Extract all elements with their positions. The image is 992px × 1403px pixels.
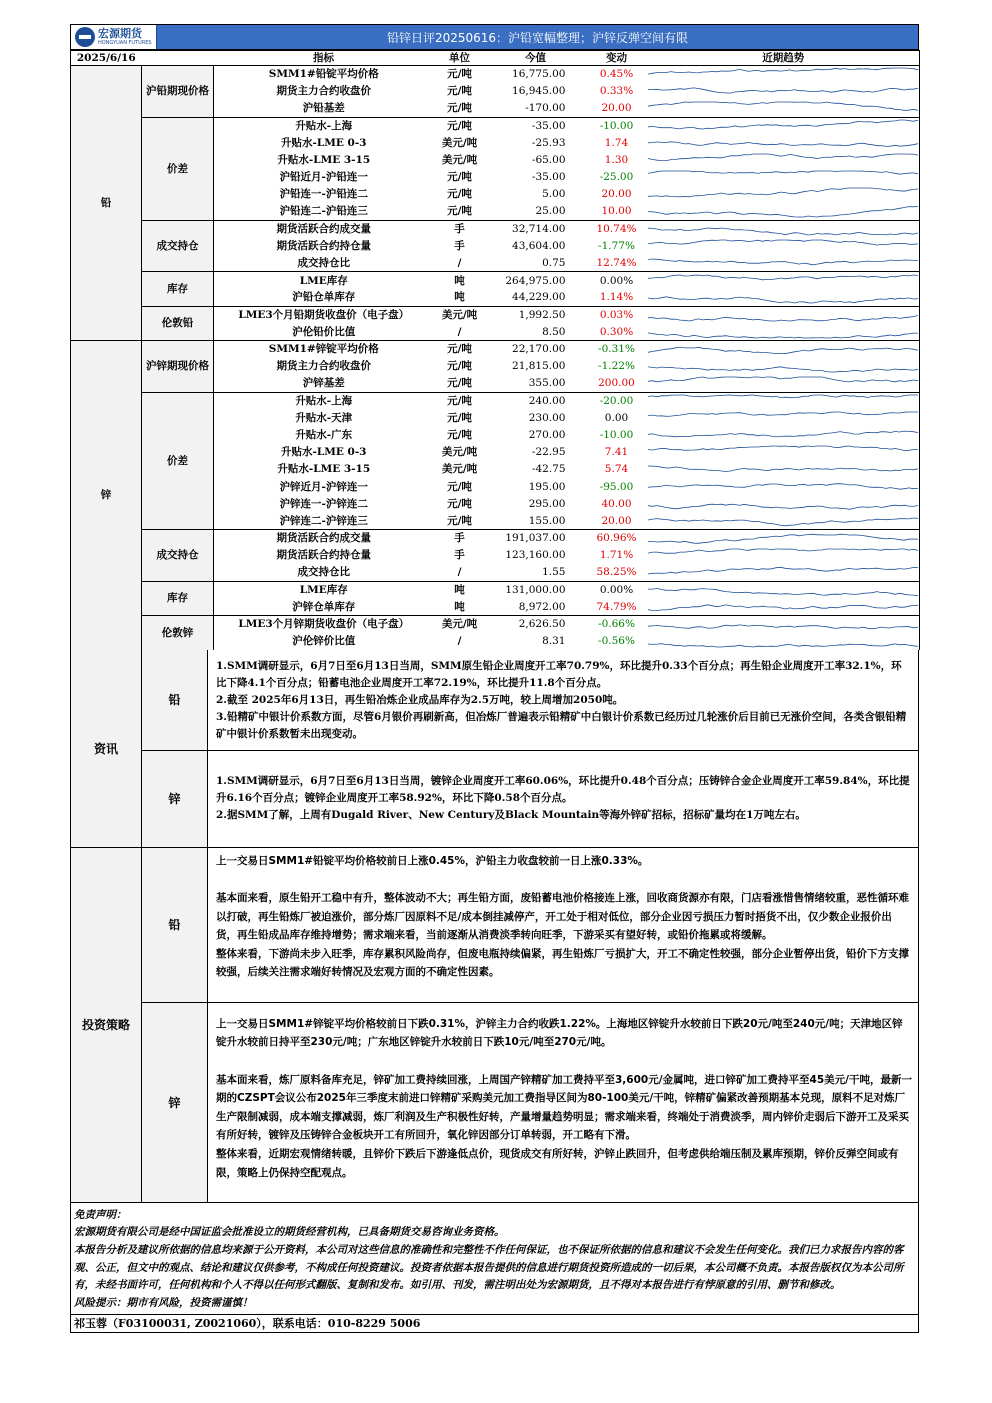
change-cell: -1.77% [598,239,635,252]
unit-cell: / [457,325,462,338]
trend-sparkline [648,307,918,323]
value-cell: 355.00 [528,377,566,390]
value-cell: 123,160.00 [505,549,566,562]
sparkline-line [648,240,918,245]
col-unit: 单位 [434,51,486,66]
change-cell: -10.00 [586,117,648,134]
trend-cell [648,598,920,615]
news-lead-label: 铅 [142,650,208,750]
change-cell: 200.00 [598,377,635,390]
change-cell: 60.96% [586,530,648,547]
news-section [70,650,919,848]
indicator-name: 沪铅连二-沪铅连三 [279,205,368,218]
change-cell: 20.00 [601,102,632,115]
indicator-name: 期货活跃合约持仓量 [276,549,371,562]
indicator-name: 升贴水-上海 [214,117,434,134]
analyst-contact: 祁玉蓉（F03100031, Z0021060），联系电话：010-8229 5006 [70,1315,919,1333]
trend-cell [648,66,920,83]
strategy-section [70,848,919,1203]
value-cell: 155.00 [528,514,566,527]
change-cell: 0.03% [586,306,648,323]
trend-sparkline [648,324,918,340]
unit-cell: 元/吨 [447,411,472,424]
unit-cell: 元/吨 [447,429,472,442]
indicator-name: SMM1#铅锭平均价格 [214,66,434,83]
trend-cell [648,375,920,392]
trend-cell [648,426,920,443]
trend-cell [648,461,920,478]
indicator-name: 沪锌近月-沪锌连一 [279,480,368,493]
trend-sparkline [648,118,918,134]
value-cell: 240.00 [486,392,586,409]
value-cell: 230.00 [528,411,566,424]
report-date: 2025/6/16 [71,51,142,66]
value-cell: 21,815.00 [512,360,566,373]
indicator-name: 沪锌连二-沪锌连三 [279,514,368,527]
trend-sparkline [648,461,918,477]
value-cell: -35.00 [531,171,566,184]
sparkline-line [648,588,918,595]
sparkline-line [648,315,918,321]
change-cell: 0.00% [586,581,648,598]
trend-cell [648,530,920,547]
sparkline-line [648,68,918,74]
unit-cell: 元/吨 [447,188,472,201]
news-lead-text: 1.SMM调研显示，6月7日至6月13日当周，SMM原生铅企业周度开工率70.79%，环比提升0.33个百分点；再生铅企业周度开工率32.1%，环比下降4.1个百分点；铅蓄电池企业周度开工率72.19%，环比提升11.8个百分点。 2.截至 2025年6月13日，再生铅冶炼企业成品库存为2.5万吨，较上周增加2050吨。 3.铅精矿中银计价系数方面，尽管6月银价再刷新高，但冶炼厂普遍表示铅精矿中白银计价系数已经历过几轮涨价后目前已无涨价空间，各类含银铅精矿中银计价系数暂未出现变动。 [216,659,907,740]
unit-cell: 美元/吨 [434,306,486,323]
change-cell: 58.25% [596,566,637,579]
indicator-name: 成交持仓比 [297,566,350,579]
indicator-name: 沪锌仓单库存 [292,600,356,613]
indicator-name: LME库存 [214,272,434,289]
sparkline-line [648,275,918,280]
sparkline-line [648,188,918,197]
table-row [71,66,920,83]
trend-sparkline [648,479,918,495]
unit-cell: 手 [434,220,486,237]
sparkline-line [648,535,918,544]
unit-cell: 元/吨 [434,392,486,409]
unit-cell: 元/吨 [447,360,472,373]
change-cell: 1.14% [599,291,634,304]
sparkline-line [648,228,918,235]
col-trend: 近期趋势 [648,51,920,66]
column-header-row [71,51,920,66]
change-cell: -10.00 [599,429,634,442]
change-cell: 10.74% [586,220,648,237]
report-title: 铅锌日评20250616：沪铅宽幅整理；沪锌反弹空间有限 [157,25,918,49]
trend-cell [648,564,920,581]
value-cell: 43,604.00 [512,239,566,252]
unit-cell: 元/吨 [447,480,472,493]
strategy-label: 投资策略 [71,848,142,1202]
unit-cell: 吨 [434,272,486,289]
table-row [71,272,920,289]
change-cell: 1.74 [604,136,629,149]
trend-cell [648,169,920,186]
sparkline-line [648,367,918,372]
trend-cell [648,392,920,409]
change-cell: 0.33% [599,85,634,98]
sparkline-line [648,102,918,110]
value-cell: -42.75 [531,463,566,476]
trend-cell [648,255,920,272]
sparkline-line [648,412,918,416]
trend-sparkline [648,169,918,185]
sparkline-line [648,466,918,472]
indicator-name: 升贴水-上海 [214,392,434,409]
value-cell: -25.93 [531,136,566,149]
unit-cell: 元/吨 [434,66,486,83]
change-cell: -0.66% [586,616,648,633]
value-cell: 131,000.00 [486,581,586,598]
change-cell: -0.31% [586,341,648,358]
indicator-name: 升贴水-广东 [295,429,353,442]
news-zinc-label: 锌 [142,751,208,847]
indicator-name: 沪铅近月-沪铅连一 [279,171,368,184]
table-row [71,392,920,409]
change-cell: 74.79% [596,600,637,613]
logo-icon [75,27,95,47]
sparkline-line [648,625,918,629]
indicator-name: 沪铅连一-沪铅连二 [279,188,368,201]
trend-sparkline [648,375,918,391]
trend-sparkline [648,444,918,460]
group-label: 伦敦锌 [142,616,214,650]
strategy-lead-text: 上一交易日SMM1#铅锭平均价格较前日上涨0.45%，沪铅主力收盘较前一日上涨0.33%。 基本面来看，原生铅开工稳中有升，整体波动不大；再生铅方面，废铅蓄电池价格接连上涨，回收商货源亦有限，门店看涨惜售情绪较重，恶性循环难以打破，再生铅炼厂被迫涨价，部分炼厂因原料不足/成本倒挂减停产，开工处于相对低位，部分企业因亏损压力暂时捂货不出，仅少数企业报价出货，再生铅成品库存维持增势；需求端来看，当前逐渐从消费淡季转向旺季，下游采买有望好转，或铅价拖累或将缓解。 整体来看，下游尚未步入旺季，库存累积风险尚存，但废电瓶持续偏紧，再生铅炼厂亏损扩大，开工不确定性较强，部分企业暂停出货，铅价下方支撑较强，后续关注需求端好转情况及宏观方面的不确定性因素。 [216,854,909,979]
disclaimer [70,1203,919,1316]
col-indicator: 指标 [214,51,434,66]
sparkline-line [648,604,918,610]
trend-cell [648,220,920,237]
unit-cell: 吨 [454,600,465,613]
sparkline-line [648,377,918,382]
unit-cell: 美元/吨 [434,616,486,633]
change-cell: 5.74 [604,463,629,476]
unit-cell: 元/吨 [447,514,472,527]
change-cell: 20.00 [601,188,632,201]
sparkline-line [648,154,918,161]
trend-cell [648,409,920,426]
unit-cell: 美元/吨 [441,154,478,167]
trend-cell [648,203,920,220]
trend-cell [648,289,920,306]
trend-cell [648,186,920,203]
trend-cell [648,237,920,254]
table-row [71,581,920,598]
indicator-name: 升贴水-LME 0-3 [281,446,367,459]
unit-cell: / [457,256,462,269]
data-table [70,50,920,650]
sparkline-line [648,207,918,218]
unit-cell: 美元/吨 [441,463,478,476]
indicator-name: SMM1#锌锭平均价格 [214,341,434,358]
indicator-name: 沪锌连一-沪锌连二 [279,497,368,510]
value-cell: 16,945.00 [512,85,566,98]
unit-cell: 元/吨 [447,497,472,510]
indicator-name: 期货活跃合约持仓量 [276,239,371,252]
group-label: 库存 [142,272,214,306]
sparkline-line [648,568,918,575]
unit-cell: 手 [454,239,465,252]
unit-cell: / [457,566,462,579]
sparkline-line [648,549,918,553]
unit-cell: 吨 [454,291,465,304]
trend-sparkline [648,66,918,82]
unit-cell: 美元/吨 [441,136,478,149]
indicator-name: 期货活跃合约成交量 [214,220,434,237]
value-cell: 25.00 [535,205,566,218]
trend-sparkline [648,633,918,649]
change-cell: 0.00% [586,272,648,289]
table-row [71,341,920,358]
unit-cell: 吨 [434,581,486,598]
indicator-name: 升贴水-天津 [295,411,353,424]
change-cell: -0.56% [598,635,635,648]
trend-sparkline [648,616,918,632]
value-cell: 2,626.50 [486,616,586,633]
indicator-name: 期货活跃合约成交量 [214,530,434,547]
group-label: 库存 [142,581,214,615]
group-label: 价差 [142,392,214,530]
trend-cell [648,83,920,100]
trend-sparkline [648,203,918,219]
trend-cell [648,272,920,289]
sparkline-line [648,142,918,147]
trend-cell [648,547,920,564]
trend-sparkline [648,513,918,529]
trend-sparkline [648,238,918,254]
value-cell: 195.00 [528,480,566,493]
unit-cell: 元/吨 [447,171,472,184]
disclaimer-line: 本报告分析及建议所依据的信息均来源于公开资料，本公司对这些信息的准确性和完整性不作任何保证，也不保证所依据的信息和建议不会发生任何变化。我们已力求报告内容的客观、公正，但文中的观点、结论和建议仅供参考，不构成任何投资建议。投资者依据本报告提供的信息进行期货投资所造成的一切后果，本公司概不负责。本报告版权仅为本公司所有，未经书面许可，任何机构和个人不得以任何形式翻版、复制和发布。如引用、刊发，需注明出处为宏源期货，且不得对本报告进行有悖原意的引用、删节和修改。 [74,1244,904,1292]
sparkline-line [648,297,918,303]
trend-cell [648,581,920,598]
value-cell: 270.00 [528,429,566,442]
metal-label: 铅 [71,66,142,341]
value-cell: 8.31 [542,635,566,648]
trend-cell [648,444,920,461]
change-cell: -20.00 [586,392,648,409]
trend-sparkline [648,582,918,598]
value-cell: 16,775.00 [486,66,586,83]
table-row [71,306,920,323]
value-cell: 1,992.50 [486,306,586,323]
trend-sparkline [648,393,918,409]
trend-cell [648,306,920,323]
sparkline-line [648,333,918,338]
indicator-name: 成交持仓比 [297,256,350,269]
trend-cell [648,323,920,340]
value-cell: 264,975.00 [486,272,586,289]
metal-label: 锌 [71,341,142,650]
change-cell: -95.00 [599,480,634,493]
logo-subtext: HONGYUAN FUTURES [98,40,152,46]
change-cell: -25.00 [599,171,634,184]
sparkline-line [648,171,918,174]
value-cell: -170.00 [525,102,566,115]
table-row [71,530,920,547]
unit-cell: 手 [454,549,465,562]
unit-cell: 美元/吨 [441,446,478,459]
report-sheet [70,24,919,1333]
sparkline-line [648,88,918,93]
trend-sparkline [648,410,918,426]
col-today: 今值 [486,51,586,66]
trend-cell [648,512,920,529]
indicator-name: 期货主力合约收盘价 [276,85,371,98]
trend-cell [648,100,920,117]
trend-cell [648,358,920,375]
unit-cell: 元/吨 [447,85,472,98]
value-cell: 191,037.00 [486,530,586,547]
trend-sparkline [648,564,918,580]
value-cell: 22,170.00 [486,341,586,358]
value-cell: 44,229.00 [512,291,566,304]
change-cell: 10.00 [601,205,632,218]
indicator-name: 升贴水-LME 3-15 [277,463,371,476]
group-label: 成交持仓 [142,530,214,582]
change-cell: 0.00 [604,411,629,424]
trend-cell [648,134,920,151]
change-cell: 1.71% [599,549,634,562]
indicator-name: 升贴水-LME 0-3 [281,136,367,149]
indicator-name: 沪伦锌价比值 [292,635,356,648]
change-cell: 7.41 [604,446,629,459]
table-row [71,117,920,134]
unit-cell: 元/吨 [434,341,486,358]
sparkline-line [648,518,918,526]
trend-sparkline [648,273,918,289]
group-label: 沪铅期现价格 [142,66,214,118]
strategy-zinc-label: 锌 [142,1003,208,1202]
sparkline-line [648,431,918,437]
report-header [70,24,919,50]
trend-cell [648,117,920,134]
disclaimer-line: 宏源期货有限公司是经中国证监会批准设立的期货经营机构，已具备期货交易咨询业务资格。 [74,1226,505,1239]
disclaimer-title: 免责声明： [74,1208,127,1221]
change-cell: 0.45% [586,66,648,83]
indicator-name: LME库存 [214,581,434,598]
trend-sparkline [648,547,918,563]
news-label: 资讯 [71,650,142,847]
unit-cell: 手 [434,530,486,547]
trend-sparkline [648,100,918,116]
change-cell: 0.30% [599,325,634,338]
trend-sparkline [648,341,918,357]
strategy-lead-label: 铅 [142,848,208,1002]
value-cell: -65.00 [531,154,566,167]
indicator-name: LME3个月铅期货收盘价（电子盘） [214,306,434,323]
trend-sparkline [648,83,918,99]
trend-sparkline [648,186,918,202]
trend-sparkline [648,496,918,512]
indicator-name: 沪伦铅价比值 [292,325,356,338]
trend-sparkline [648,289,918,305]
sparkline-line [648,120,918,129]
change-cell: 1.30 [604,154,629,167]
sparkline-line [648,347,918,354]
unit-cell: 元/吨 [434,117,486,134]
sparkline-line [648,504,918,509]
value-cell: 5.00 [542,188,566,201]
sparkline-line [648,446,918,451]
change-cell: 12.74% [596,256,637,269]
unit-cell: 元/吨 [447,205,472,218]
value-cell: 32,714.00 [486,220,586,237]
trend-cell [648,495,920,512]
indicator-name: 沪锌基差 [302,377,345,390]
company-logo [71,25,157,49]
news-zinc-text: 1.SMM调研显示，6月7日至6月13日当周，镀锌企业周度开工率60.06%，环比提升0.48个百分点；压铸锌合金企业周度开工率59.84%，环比提升6.16个百分点；镀锌企业周度开工率58.92%，环比下降0.58个百分点。 2.据SMM了解，上周有Dugald River、New Century及Black Mountain等海外锌矿招标，招标矿量均在1万吨左右。 [216,774,910,821]
table-row [71,220,920,237]
indicator-name: 沪铅基差 [302,102,345,115]
trend-sparkline [648,358,918,374]
sparkline-line [648,259,918,265]
indicator-name: 沪铅仓单库存 [292,291,356,304]
group-label: 价差 [142,117,214,220]
trend-cell [648,616,920,633]
group-label: 成交持仓 [142,220,214,272]
value-cell: 8,972.00 [518,600,566,613]
value-cell: 0.75 [542,256,566,269]
value-cell: -22.95 [531,446,566,459]
trend-cell [648,151,920,168]
trend-sparkline [648,152,918,168]
change-cell: 20.00 [601,514,632,527]
group-label: 伦敦铅 [142,306,214,340]
unit-cell: / [457,635,462,648]
value-cell: 8.50 [542,325,566,338]
trend-sparkline [648,135,918,151]
change-cell: 40.00 [601,497,632,510]
strategy-zinc-text: 上一交易日SMM1#锌锭平均价格较前日下跌0.31%，沪锌主力合约收跌1.22%。上海地区锌锭升水较前日下跌20元/吨至240元/吨；天津地区锌锭升水较前日持平至230元/吨；广东地区锌锭升水较前日下跌10元/吨至270元/吨。 基本面来看，炼厂原料备库充足，锌矿加工费持续回涨，上周国产锌精矿加工费持平至3,600元/金属吨，进口锌矿加工费持平至45美元/干吨，最新一期的CZSPT会议公布2025年三季度末前进口锌精矿采购美元加工费指导区间为80-100美元/干吨，锌精矿偏紧改善预期基本兑现，原料不足对炼厂生产限制减弱，成本端支撑减弱，炼厂利润及生产积极性好转，产量增量趋势明显；需求端来看，终端处于消费淡季，周内锌价走弱后下游开工及采买有所好转，镀锌及压铸锌合金板块开工有所回升，氧化锌因部分订单转弱，开工略有下滑。 整体来看，近期宏观情绪转暖，且锌价下跌后下游逢低点价，现货成交有所好转，沪锌止跌回升，但考虑供给端压制及累库预期，锌价反弹空间或有限，策略上仍保持空配观点。 [216,1017,912,1179]
table-row [71,616,920,633]
trend-sparkline [648,599,918,615]
trend-sparkline [648,255,918,271]
col-change: 变动 [586,51,648,66]
sparkline-line [648,644,918,647]
indicator-name: 升贴水-LME 3-15 [277,154,371,167]
change-cell: -1.22% [598,360,635,373]
sparkline-line [648,395,918,398]
unit-cell: 元/吨 [447,102,472,115]
trend-sparkline [648,221,918,237]
value-cell: 295.00 [528,497,566,510]
indicator-name: LME3个月锌期货收盘价（电子盘） [214,616,434,633]
value-cell: -35.00 [486,117,586,134]
value-cell: 1.55 [542,566,566,579]
trend-sparkline [648,427,918,443]
trend-sparkline [648,530,918,546]
unit-cell: 元/吨 [447,377,472,390]
risk-notice: 风险提示：期市有风险，投资需谨慎！ [74,1296,253,1309]
trend-cell [648,478,920,495]
trend-cell [648,633,920,650]
indicator-name: 期货主力合约收盘价 [276,360,371,373]
sparkline-line [648,483,918,489]
group-label: 沪锌期现价格 [142,341,214,393]
trend-cell [648,341,920,358]
logo-text: 宏源期货 [98,27,142,40]
